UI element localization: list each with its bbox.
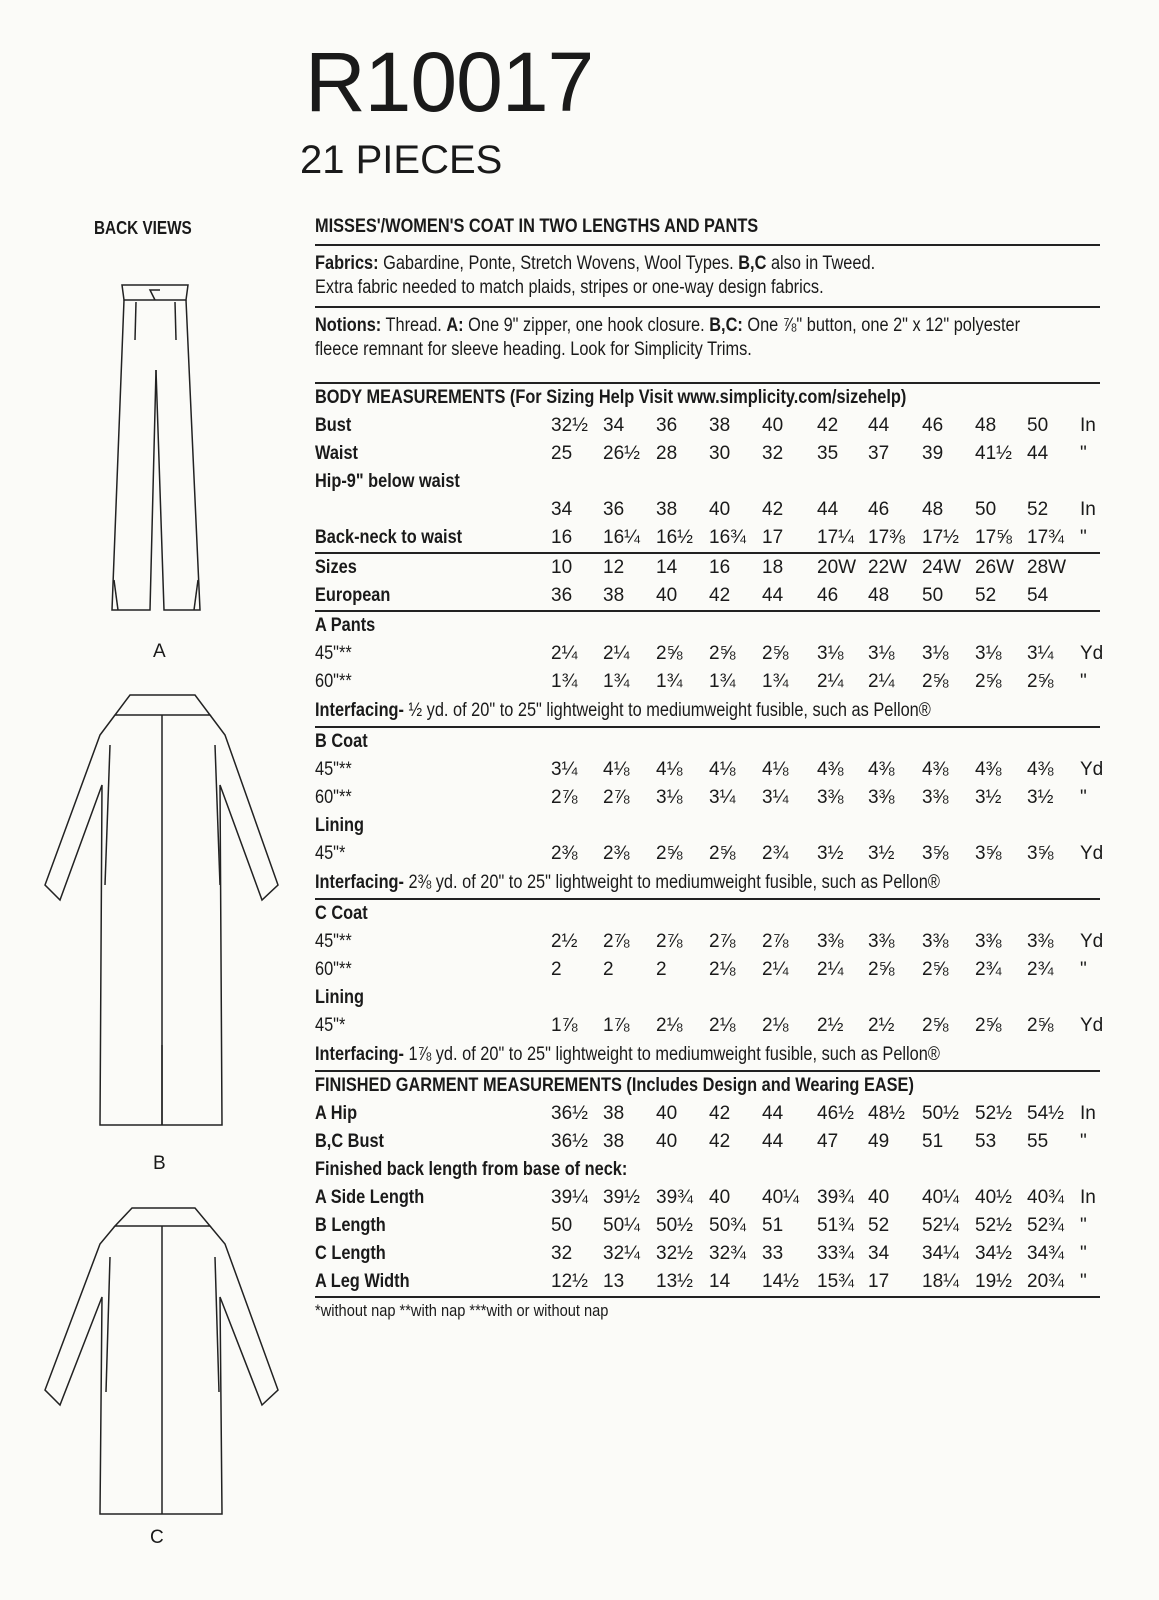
view-c-short-coat-illustration bbox=[40, 1202, 285, 1522]
size-value: 42 bbox=[709, 585, 731, 606]
size-value: 39½ bbox=[603, 1187, 640, 1208]
size-value: 2⅛ bbox=[762, 1015, 789, 1036]
size-value: 39 bbox=[922, 443, 944, 464]
size-value: 1¾ bbox=[656, 671, 683, 692]
body-measurements-table bbox=[315, 412, 1100, 552]
size-value: 2⅛ bbox=[709, 1015, 736, 1036]
row-label: Waist bbox=[315, 443, 358, 464]
unit-label: Yd bbox=[1080, 1015, 1104, 1036]
size-value: 12 bbox=[603, 557, 625, 578]
size-value: 38 bbox=[603, 585, 625, 606]
size-value: 50 bbox=[922, 585, 944, 606]
measurement-row bbox=[315, 554, 1100, 582]
size-value: 50½ bbox=[656, 1215, 693, 1236]
finished-measurements-table bbox=[315, 1100, 1100, 1156]
unit-label: " bbox=[1080, 787, 1087, 808]
row-label: A Side Length bbox=[315, 1187, 425, 1208]
size-value: 2¾ bbox=[762, 843, 789, 864]
size-value: 14 bbox=[709, 1271, 731, 1292]
size-value: 32 bbox=[551, 1243, 573, 1264]
size-value: 39¾ bbox=[817, 1187, 854, 1208]
sizes-table bbox=[315, 554, 1100, 610]
size-value: 2⅜ bbox=[551, 843, 578, 864]
size-value: 2¼ bbox=[603, 643, 630, 664]
garment-title: MISSES'/WOMEN'S COAT IN TWO LENGTHS AND PANTS bbox=[315, 216, 1100, 246]
measurement-row bbox=[315, 784, 1100, 812]
size-value: 38 bbox=[656, 499, 678, 520]
c-coat-lining-heading: Lining bbox=[315, 987, 365, 1008]
unit-label: " bbox=[1080, 443, 1087, 464]
size-value: 3⅛ bbox=[922, 643, 949, 664]
size-value: 4⅛ bbox=[603, 759, 630, 780]
measurement-row bbox=[315, 840, 1104, 868]
size-value: 36½ bbox=[551, 1131, 588, 1152]
size-value: 16 bbox=[709, 557, 731, 578]
row-label: 45"* bbox=[315, 1015, 346, 1036]
b-coat-interfacing: Interfacing- 2⅜ yd. of 20" to 25" lightweight to mediumweight fusible, such as Pellon® bbox=[315, 872, 940, 893]
size-value: 50 bbox=[975, 499, 997, 520]
size-value: 17¾ bbox=[1027, 527, 1064, 548]
size-value: 17⅝ bbox=[975, 527, 1012, 548]
size-value: 19½ bbox=[975, 1271, 1012, 1292]
size-value: 2 bbox=[551, 959, 562, 980]
size-value: 49 bbox=[868, 1131, 890, 1152]
unit-label: " bbox=[1080, 527, 1087, 548]
row-label: Bust bbox=[315, 415, 352, 436]
size-value: 32½ bbox=[656, 1243, 693, 1264]
c-coat-yardage-table bbox=[315, 928, 1104, 984]
size-value: 44 bbox=[817, 499, 839, 520]
measurement-row bbox=[315, 468, 1100, 496]
size-value: 44 bbox=[762, 585, 784, 606]
measurement-row bbox=[315, 1268, 1100, 1296]
size-value: 48 bbox=[975, 415, 997, 436]
unit-label: In bbox=[1080, 1187, 1096, 1208]
size-value: 2⅝ bbox=[922, 671, 949, 692]
measurement-row bbox=[315, 412, 1100, 440]
size-value: 40¼ bbox=[762, 1187, 799, 1208]
size-value: 2⅝ bbox=[1027, 1015, 1054, 1036]
size-value: 1¾ bbox=[603, 671, 630, 692]
size-value: 3½ bbox=[975, 787, 1002, 808]
size-value: 2⅝ bbox=[709, 843, 736, 864]
nap-footnote: *without nap **with nap ***with or without nap bbox=[315, 1301, 609, 1320]
notions-section: Notions: Thread. A: One 9" zipper, one hook closure. B,C: One ⅞" button, one 2" x 12" polyester fleece remnant for sleeve heading. Look for Simplicity Trims. bbox=[315, 315, 1021, 360]
view-b-label: B bbox=[153, 1153, 166, 1174]
size-value: 1¾ bbox=[709, 671, 736, 692]
size-value: 51 bbox=[922, 1131, 944, 1152]
size-value: 2⅞ bbox=[603, 931, 630, 952]
size-value: 48 bbox=[868, 585, 890, 606]
size-value: 32¾ bbox=[709, 1243, 746, 1264]
size-value: 2¾ bbox=[1027, 959, 1054, 980]
row-label: B Length bbox=[315, 1215, 386, 1236]
size-value: 16 bbox=[551, 527, 573, 548]
pieces-count: 21 PIECES bbox=[300, 138, 503, 182]
size-value: 4⅜ bbox=[868, 759, 895, 780]
size-value: 40¼ bbox=[922, 1187, 959, 1208]
size-value: 35 bbox=[817, 443, 839, 464]
size-value: 34 bbox=[551, 499, 573, 520]
size-value: 2¼ bbox=[817, 671, 844, 692]
size-value: 4⅛ bbox=[656, 759, 683, 780]
size-value: 2 bbox=[603, 959, 614, 980]
finished-measurements-heading: FINISHED GARMENT MEASUREMENTS (Includes Design and Wearing EASE) bbox=[315, 1075, 914, 1096]
size-value: 16¼ bbox=[603, 527, 640, 548]
c-coat-heading: C Coat bbox=[315, 903, 368, 924]
size-value: 38 bbox=[709, 415, 731, 436]
size-value: 52½ bbox=[975, 1215, 1012, 1236]
size-value: 3⅜ bbox=[868, 787, 895, 808]
size-value: 50 bbox=[1027, 415, 1049, 436]
size-value: 2¼ bbox=[762, 959, 789, 980]
size-value: 17¼ bbox=[817, 527, 854, 548]
size-value: 50½ bbox=[922, 1103, 959, 1124]
size-value: 46 bbox=[817, 585, 839, 606]
row-label: B,C Bust bbox=[315, 1131, 385, 1152]
pattern-info-panel bbox=[315, 216, 1104, 1324]
size-value: 3⅜ bbox=[922, 931, 949, 952]
measurement-row bbox=[315, 440, 1100, 468]
size-value: 14½ bbox=[762, 1271, 799, 1292]
size-value: 41½ bbox=[975, 443, 1012, 464]
size-value: 3¼ bbox=[762, 787, 789, 808]
size-value: 3¼ bbox=[551, 759, 578, 780]
pattern-number: R10017 bbox=[305, 35, 594, 129]
size-value: 4⅜ bbox=[975, 759, 1002, 780]
size-value: 33¾ bbox=[817, 1243, 854, 1264]
size-value: 12½ bbox=[551, 1271, 588, 1292]
view-b-long-coat-illustration bbox=[40, 685, 285, 1145]
size-value: 17 bbox=[868, 1271, 890, 1292]
measurement-row bbox=[315, 956, 1100, 984]
size-value: 18¼ bbox=[922, 1271, 959, 1292]
measurement-row bbox=[315, 928, 1104, 956]
size-value: 28W bbox=[1027, 557, 1067, 578]
row-label: A Hip bbox=[315, 1103, 358, 1124]
size-value: 44 bbox=[1027, 443, 1049, 464]
size-value: 3⅝ bbox=[922, 843, 949, 864]
view-c-label: C bbox=[150, 1527, 164, 1548]
size-value: 2 bbox=[656, 959, 667, 980]
size-value: 2½ bbox=[868, 1015, 895, 1036]
measurement-row bbox=[315, 524, 1100, 552]
b-coat-heading: B Coat bbox=[315, 731, 368, 752]
size-value: 52¾ bbox=[1027, 1215, 1064, 1236]
size-value: 2⅝ bbox=[762, 643, 789, 664]
a-pants-interfacing: Interfacing- ½ yd. of 20" to 25" lightweight to mediumweight fusible, such as Pellon® bbox=[315, 700, 931, 721]
size-value: 2⅝ bbox=[656, 643, 683, 664]
size-value: 42 bbox=[709, 1103, 731, 1124]
size-value: 4⅛ bbox=[709, 759, 736, 780]
size-value: 1¾ bbox=[762, 671, 789, 692]
measurement-row bbox=[315, 1012, 1104, 1040]
row-label: 60"** bbox=[315, 671, 352, 692]
unit-label: " bbox=[1080, 1215, 1087, 1236]
size-value: 2½ bbox=[817, 1015, 844, 1036]
size-value: 39¼ bbox=[551, 1187, 588, 1208]
size-value: 50¾ bbox=[709, 1215, 746, 1236]
c-coat-lining-table bbox=[315, 1012, 1104, 1040]
size-value: 17⅜ bbox=[868, 527, 905, 548]
size-value: 47 bbox=[817, 1131, 839, 1152]
size-value: 2⅝ bbox=[709, 643, 736, 664]
size-value: 2⅝ bbox=[868, 959, 895, 980]
finished-back-length-heading: Finished back length from base of neck: bbox=[315, 1159, 628, 1180]
size-value: 17½ bbox=[922, 527, 959, 548]
a-pants-yardage-table bbox=[315, 640, 1104, 696]
size-value: 39¾ bbox=[656, 1187, 693, 1208]
size-value: 2⅞ bbox=[709, 931, 736, 952]
unit-label: " bbox=[1080, 1243, 1087, 1264]
measurement-row bbox=[315, 582, 1100, 610]
body-measurements-heading: BODY MEASUREMENTS (For Sizing Help Visit www.simplicity.com/sizehelp) bbox=[315, 387, 907, 408]
size-value: 52½ bbox=[975, 1103, 1012, 1124]
finished-lengths-table bbox=[315, 1184, 1100, 1296]
measurement-row bbox=[315, 1240, 1100, 1268]
size-value: 25 bbox=[551, 443, 573, 464]
size-value: 26W bbox=[975, 557, 1015, 578]
size-value: 13 bbox=[603, 1271, 625, 1292]
size-value: 2½ bbox=[551, 931, 578, 952]
row-label: A Leg Width bbox=[315, 1271, 410, 1292]
measurement-row bbox=[315, 668, 1100, 696]
size-value: 10 bbox=[551, 557, 573, 578]
size-value: 40½ bbox=[975, 1187, 1012, 1208]
unit-label: In bbox=[1080, 415, 1096, 436]
size-value: 20¾ bbox=[1027, 1271, 1064, 1292]
measurement-row bbox=[315, 1128, 1100, 1156]
size-value: 18 bbox=[762, 557, 784, 578]
size-value: 33 bbox=[762, 1243, 784, 1264]
size-value: 53 bbox=[975, 1131, 997, 1152]
size-value: 3½ bbox=[1027, 787, 1054, 808]
size-value: 55 bbox=[1027, 1131, 1049, 1152]
measurement-row bbox=[315, 1212, 1100, 1240]
size-value: 36 bbox=[656, 415, 678, 436]
size-value: 2⅞ bbox=[762, 931, 789, 952]
size-value: 34 bbox=[868, 1243, 890, 1264]
unit-label: " bbox=[1080, 671, 1087, 692]
size-value: 1⅞ bbox=[551, 1015, 578, 1036]
size-value: 52¼ bbox=[922, 1215, 959, 1236]
size-value: 40 bbox=[656, 1103, 678, 1124]
view-a-label: A bbox=[153, 641, 166, 662]
size-value: 44 bbox=[762, 1131, 784, 1152]
size-value: 3⅛ bbox=[656, 787, 683, 808]
unit-label: Yd bbox=[1080, 643, 1104, 664]
unit-label: " bbox=[1080, 1271, 1087, 1292]
size-value: 34¾ bbox=[1027, 1243, 1064, 1264]
size-value: 34 bbox=[603, 415, 625, 436]
size-value: 3⅝ bbox=[1027, 843, 1054, 864]
measurement-row bbox=[315, 1100, 1100, 1128]
size-value: 52 bbox=[1027, 499, 1049, 520]
b-coat-lining-heading: Lining bbox=[315, 815, 365, 836]
size-value: 2⅝ bbox=[922, 959, 949, 980]
row-label: 60"** bbox=[315, 787, 352, 808]
size-value: 1¾ bbox=[551, 671, 578, 692]
size-value: 3⅛ bbox=[817, 643, 844, 664]
unit-label: In bbox=[1080, 1103, 1096, 1124]
size-value: 32½ bbox=[551, 415, 588, 436]
row-label: Back-neck to waist bbox=[315, 527, 463, 548]
size-value: 44 bbox=[762, 1103, 784, 1124]
size-value: 2⅝ bbox=[975, 671, 1002, 692]
size-value: 3⅛ bbox=[868, 643, 895, 664]
measurement-row bbox=[315, 756, 1104, 784]
unit-label: In bbox=[1080, 499, 1096, 520]
row-label: 45"** bbox=[315, 759, 352, 780]
row-label: 60"** bbox=[315, 959, 352, 980]
row-label: Sizes bbox=[315, 557, 357, 578]
size-value: 30 bbox=[709, 443, 731, 464]
size-value: 54 bbox=[1027, 585, 1049, 606]
size-value: 17 bbox=[762, 527, 784, 548]
size-value: 42 bbox=[817, 415, 839, 436]
size-value: 37 bbox=[868, 443, 890, 464]
size-value: 34½ bbox=[975, 1243, 1012, 1264]
size-value: 40 bbox=[656, 1131, 678, 1152]
unit-label: Yd bbox=[1080, 843, 1104, 864]
b-coat-lining-table bbox=[315, 840, 1104, 868]
size-value: 2⅝ bbox=[1027, 671, 1054, 692]
size-value: 2⅝ bbox=[922, 1015, 949, 1036]
row-label: 45"* bbox=[315, 843, 346, 864]
size-value: 54½ bbox=[1027, 1103, 1064, 1124]
size-value: 2⅛ bbox=[656, 1015, 683, 1036]
size-value: 20W bbox=[817, 557, 857, 578]
measurement-row bbox=[315, 640, 1104, 668]
measurement-row bbox=[315, 496, 1100, 524]
size-value: 2⅞ bbox=[603, 787, 630, 808]
size-value: 42 bbox=[762, 499, 784, 520]
size-value: 40 bbox=[656, 585, 678, 606]
back-views-heading: BACK VIEWS bbox=[94, 218, 192, 238]
fabrics-section: Fabrics: Gabardine, Ponte, Stretch Wovens, Wool Types. B,C also in Tweed. Extra fabric needed to match plaids, stripes or one-way design fabrics. bbox=[315, 253, 876, 298]
size-value: 2¼ bbox=[817, 959, 844, 980]
size-value: 48 bbox=[922, 499, 944, 520]
size-value: 2⅞ bbox=[656, 931, 683, 952]
size-value: 32 bbox=[762, 443, 784, 464]
row-label: European bbox=[315, 585, 391, 606]
size-value: 32¼ bbox=[603, 1243, 640, 1264]
size-value: 2⅛ bbox=[709, 959, 736, 980]
size-value: 46 bbox=[922, 415, 944, 436]
a-pants-heading: A Pants bbox=[315, 615, 376, 636]
size-value: 3¼ bbox=[709, 787, 736, 808]
size-value: 38 bbox=[603, 1103, 625, 1124]
row-label: C Length bbox=[315, 1243, 386, 1264]
size-value: 4⅛ bbox=[762, 759, 789, 780]
size-value: 2⅞ bbox=[551, 787, 578, 808]
size-value: 48½ bbox=[868, 1103, 905, 1124]
size-value: 51¾ bbox=[817, 1215, 854, 1236]
size-value: 40 bbox=[868, 1187, 890, 1208]
b-coat-yardage-table bbox=[315, 756, 1104, 812]
measurement-row bbox=[315, 1184, 1100, 1212]
size-value: 36 bbox=[603, 499, 625, 520]
size-value: 36 bbox=[551, 585, 573, 606]
row-label: 45"** bbox=[315, 643, 352, 664]
size-value: 13½ bbox=[656, 1271, 693, 1292]
size-value: 3½ bbox=[868, 843, 895, 864]
size-value: 3¼ bbox=[1027, 643, 1054, 664]
size-value: 24W bbox=[922, 557, 962, 578]
size-value: 15¾ bbox=[817, 1271, 854, 1292]
size-value: 3⅜ bbox=[817, 931, 844, 952]
size-value: 51 bbox=[762, 1215, 784, 1236]
size-value: 2¼ bbox=[551, 643, 578, 664]
size-value: 26½ bbox=[603, 443, 640, 464]
size-value: 40¾ bbox=[1027, 1187, 1064, 1208]
size-value: 3⅜ bbox=[817, 787, 844, 808]
size-value: 28 bbox=[656, 443, 678, 464]
unit-label: " bbox=[1080, 959, 1087, 980]
size-value: 40 bbox=[762, 415, 784, 436]
size-value: 52 bbox=[868, 1215, 890, 1236]
row-label: Hip-9" below waist bbox=[315, 471, 460, 492]
size-value: 2⅝ bbox=[656, 843, 683, 864]
size-value: 4⅜ bbox=[1027, 759, 1054, 780]
size-value: 3⅝ bbox=[975, 843, 1002, 864]
size-value: 3⅜ bbox=[1027, 931, 1054, 952]
size-value: 46 bbox=[868, 499, 890, 520]
size-value: 1⅞ bbox=[603, 1015, 630, 1036]
size-value: 52 bbox=[975, 585, 997, 606]
size-value: 50 bbox=[551, 1215, 573, 1236]
size-value: 42 bbox=[709, 1131, 731, 1152]
unit-label: Yd bbox=[1080, 759, 1104, 780]
size-value: 16½ bbox=[656, 527, 693, 548]
c-coat-interfacing: Interfacing- 1⅞ yd. of 20" to 25" lightweight to mediumweight fusible, such as Pellon® bbox=[315, 1044, 940, 1065]
size-value: 36½ bbox=[551, 1103, 588, 1124]
size-value: 2¼ bbox=[868, 671, 895, 692]
size-value: 16¾ bbox=[709, 527, 746, 548]
size-value: 14 bbox=[656, 557, 678, 578]
size-value: 3⅛ bbox=[975, 643, 1002, 664]
size-value: 4⅜ bbox=[817, 759, 844, 780]
size-value: 40 bbox=[709, 499, 731, 520]
unit-label: Yd bbox=[1080, 931, 1104, 952]
size-value: 38 bbox=[603, 1131, 625, 1152]
size-value: 44 bbox=[868, 415, 890, 436]
size-value: 3⅜ bbox=[868, 931, 895, 952]
unit-label: " bbox=[1080, 1131, 1087, 1152]
size-value: 40 bbox=[709, 1187, 731, 1208]
size-value: 34¼ bbox=[922, 1243, 959, 1264]
size-value: 2¾ bbox=[975, 959, 1002, 980]
view-a-pants-illustration bbox=[100, 280, 220, 625]
size-value: 3⅜ bbox=[975, 931, 1002, 952]
size-value: 2⅝ bbox=[975, 1015, 1002, 1036]
size-value: 50¼ bbox=[603, 1215, 640, 1236]
size-value: 22W bbox=[868, 557, 908, 578]
size-value: 46½ bbox=[817, 1103, 854, 1124]
size-value: 4⅜ bbox=[922, 759, 949, 780]
size-value: 2⅜ bbox=[603, 843, 630, 864]
size-value: 3½ bbox=[817, 843, 844, 864]
row-label: 45"** bbox=[315, 931, 352, 952]
size-value: 3⅜ bbox=[922, 787, 949, 808]
